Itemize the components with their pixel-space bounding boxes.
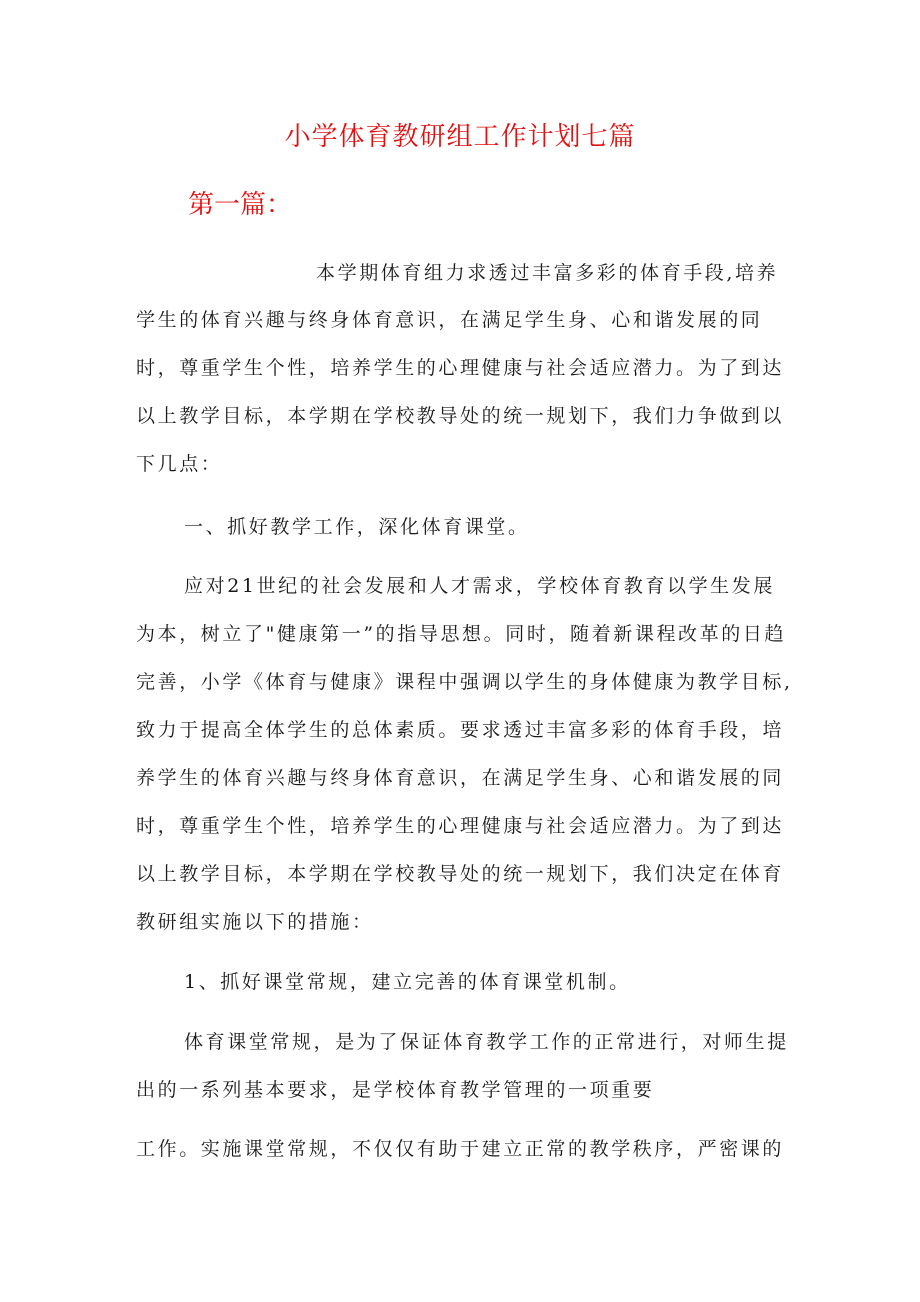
paragraph-line: 出的一系列基本要求，是学校体育教学管理的一项重要 [136,1079,655,1101]
paragraph-line: 教研组实施以下的措施： [136,911,374,933]
paragraph-line: 工作。实施课堂常规，不仅仅有助于建立正常的教学秩序，严密课的 [136,1138,785,1160]
section-heading: 一、抓好教学工作，深化体育课堂。 [184,516,530,538]
document-title: 小学体育教研组工作计划七篇 [284,122,636,152]
paragraph-line: 为本，树立了"健康第一”的指导思想。同时，随着新课程改革的日趋 [136,623,787,645]
paragraph-line: 本学期体育组力求透过丰富多彩的体育手段,培养 [316,262,779,284]
paragraph-line: 应对21世纪的社会发展和人才需求，学校体育教育以学生发展 [184,575,775,597]
subsection-heading: 1、抓好课堂常规，建立完善的体育课堂机制。 [184,971,631,993]
paragraph-line: 学生的体育兴趣与终身体育意识，在满足学生身、心和谐发展的同 [136,309,763,331]
paragraph-line: 养学生的体育兴趣与终身体育意识，在满足学生身、心和谐发展的同 [136,767,785,789]
paragraph-line: 以上教学目标，本学期在学校教导处的统一规划下，我们决定在体育 [136,863,785,885]
paragraph-line: 以上教学目标，本学期在学校教导处的统一规划下，我们力争做到以 [136,405,785,427]
chapter-heading: 第一篇： [188,190,293,220]
paragraph-line: 下几点： [136,453,223,475]
paragraph-line: 时，尊重学生个性，培养学生的心理健康与社会适应潜力。为了到达 [136,815,785,837]
paragraph-line: 体育课堂常规，是为了保证体育教学工作的正常进行，对师生提 [184,1031,789,1053]
paragraph-line: 致力于提高全体学生的总体素质。要求透过丰富多彩的体育手段，培 [136,719,785,741]
paragraph-line: 时，尊重学生个性，培养学生的心理健康与社会适应潜力。为了到达 [136,357,785,379]
paragraph-line: 完善，小学《体育与健康》课程中强调以学生的身体健康为教学目标, [136,671,793,693]
